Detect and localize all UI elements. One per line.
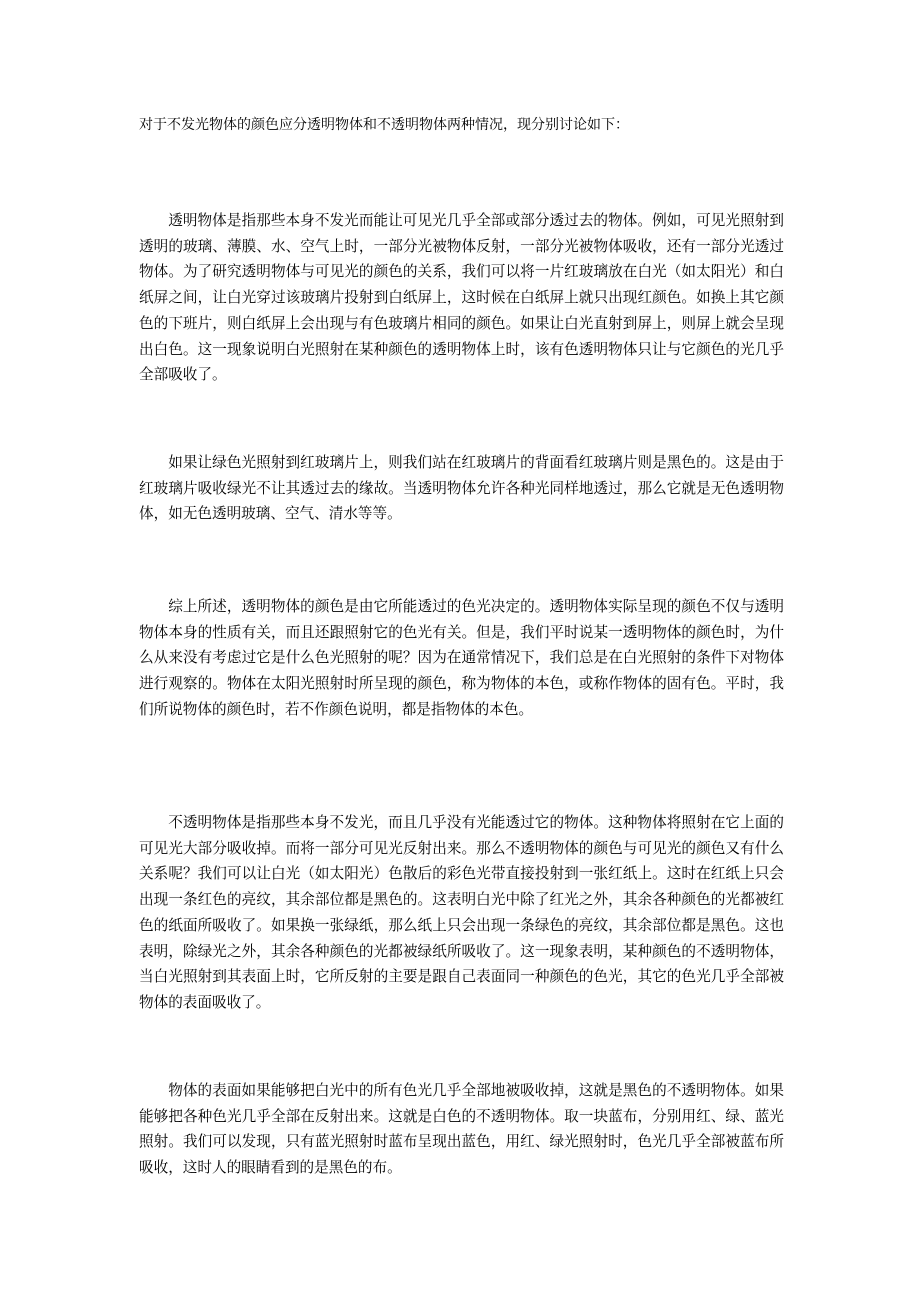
intro-sentence: 对于不发光物体的颜色应分透明物体和不透明物体两种情况，现分别讨论如下： (139, 117, 629, 133)
paragraph-black-white: 物体的表面如果能够把白光中的所有色光几乎全部地被吸收掉，这就是黑色的不透明物体。如果能够把各种色光几乎全部在反射出来。这就是白色的不透明物体。取一块蓝布，分别用红、绿、蓝光照射。我们可以发现，只有蓝光照射时蓝布呈现出蓝色，用红、绿光照射时，色光几乎全部被蓝布所吸收，这时人的眼睛看到的是黑色的布。 (139, 1082, 784, 1177)
paragraph-opaque-objects: 不透明物体是指那些本身不发光，而且几乎没有光能透过它的物体。这种物体将照射在它上面的可见光大部分吸收掉。而将一部分可见光反射出来。那么不透明物体的颜色与可见光的颜色又有什么关系呢？我们可以让白光（如太阳光）色散后的彩色光带直接投射到一张红纸上。这时在红纸上只会出现一条红色的亮纹，其余部位都是黑色的。这表明白光中除了红光之外，其余各种颜色的光都被红色的纸面所吸收了。如果换一张绿纸，那么纸上只会出现一条绿色的亮纹，其余部位都是黑色。这也表明，除绿光之外，其余各种颜色的光都被绿纸所吸收了。这一现象表明，某种颜色的不透明物体，当白光照射到其表面上时，它所反射的主要是跟自己表面同一种颜色的色光，其它的色光几乎全部被物体的表面吸收了。 (139, 814, 784, 1011)
paragraph-green-light: 如果让绿色光照射到红玻璃片上，则我们站在红玻璃片的背面看红玻璃片则是黑色的。这是由于红玻璃片吸收绿光不让其透过去的缘故。当透明物体允许各种光同样地透过，那么它就是无色透明物体，如无色透明玻璃、空气、清水等等。 (139, 454, 784, 523)
paragraph-summary: 综上所述，透明物体的颜色是由它所能透过的色光决定的。透明物体实际呈现的颜色不仅与透明物体本身的性质有关，而且还跟照射它的色光有关。但是，我们平时说某一透明物体的颜色时，为什么从来没有考虑过它是什么色光照射的呢？因为在通常情况下，我们总是在白光照射的条件下对物体进行观察的。物体在太阳光照射时所呈现的颜色，称为物体的本色，或称作物体的固有色。平时，我们所说物体的颜色时，若不作颜色说明，都是指物体的本色。 (139, 598, 784, 718)
paragraph-transparent-objects: 透明物体是指那些本身不发光而能让可见光几乎全部或部分透过去的物体。例如，可见光照射到透明的玻璃、薄膜、水、空气上时，一部分光被物体反射，一部分光被物体吸收，还有一部分光透过物体。为了研究透明物体与可见光的颜色的关系，我们可以将一片红玻璃放在白光（如太阳光）和白纸屏之间，让白光穿过该玻璃片投射到白纸屏上，这时候在白纸屏上就只出现红颜色。如换上其它颜色的下班片，则白纸屏上会出现与有色玻璃片相同的颜色。如果让白光直射到屏上，则屏上就会呈现出白色。这一现象说明白光照射在某种颜色的透明物体上时，该有色透明物体只让与它颜色的光几乎全部吸收了。 (139, 212, 784, 384)
